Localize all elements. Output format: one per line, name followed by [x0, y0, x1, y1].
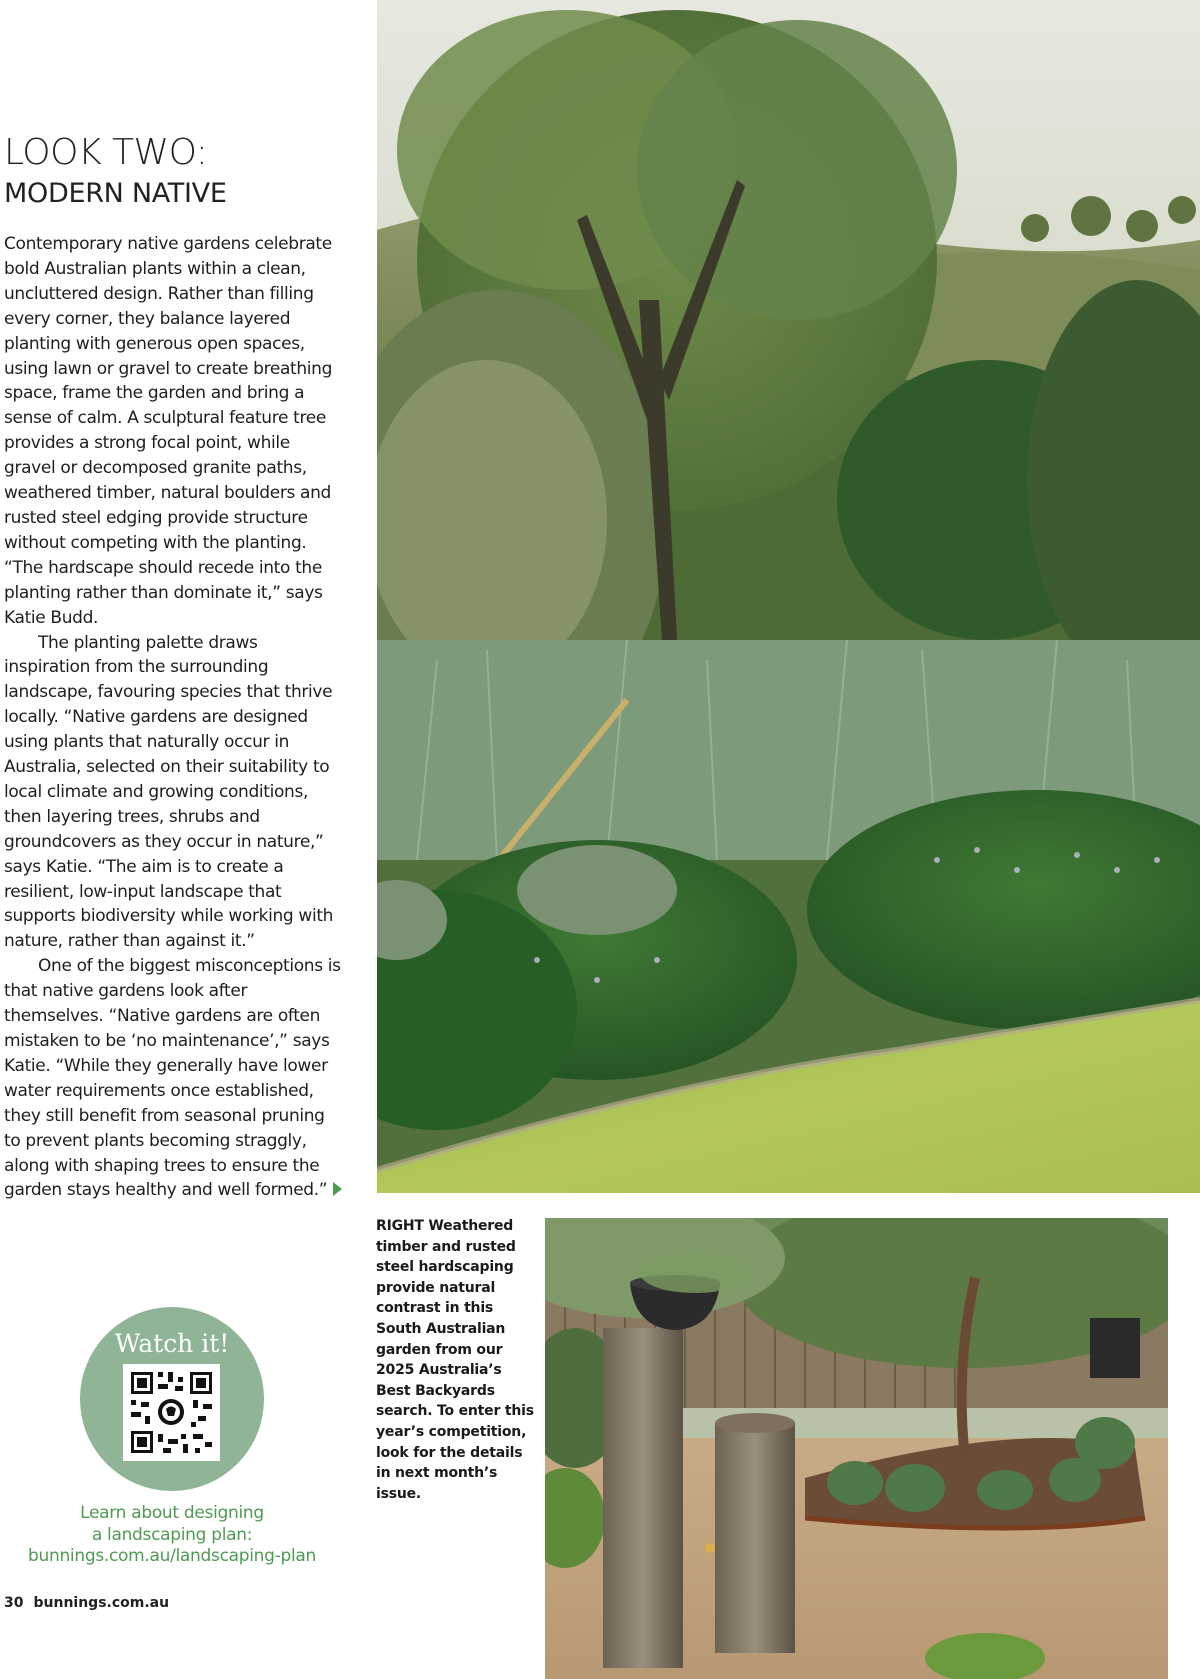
- watch-it-title: Watch it!: [114, 1329, 230, 1358]
- photo-caption: [376, 1216, 536, 1504]
- article-body: [4, 232, 344, 1203]
- paragraph-2: The planting palette draws inspiration from the surrounding landscape, favouring species that thrive locally. “Native gardens are designed using plants that naturally occur in Australia, selected on their suitability to local climate and growing conditions, then layering trees, shrubs and groundcovers as they occur in nature,” says Katie. “The aim is to create a resilient, low-input landscape that supports biodiversity while working with nature, rather than against it.”: [4, 632, 334, 952]
- qr-code[interactable]: [123, 1364, 220, 1461]
- section-subtitle: MODERN NATIVE: [4, 178, 227, 209]
- caption-text: Weathered timber and rusted steel hardscaping provide natural contrast in this South Australian garden from our 2025 Australia’s Best Backyards search. To enter this year’s competition, look for the details in next month’s issue.: [376, 1218, 534, 1502]
- learn-more-link[interactable]: [0, 1503, 344, 1568]
- watch-it-badge: [80, 1307, 264, 1491]
- learn-line-2: a landscaping plan:: [91, 1524, 253, 1545]
- section-title: LOOK TWO:: [4, 132, 208, 173]
- end-of-article-arrow-icon: [333, 1182, 342, 1196]
- caption-lead: RIGHT: [376, 1218, 424, 1234]
- qr-code-icon: [123, 1364, 220, 1461]
- learn-url[interactable]: bunnings.com.au/landscaping-plan: [28, 1546, 316, 1566]
- footer-site: bunnings.com.au: [33, 1595, 170, 1611]
- paragraph-1: Contemporary native gardens celebrate bold Australian plants within a clean, uncluttered design. Rather than filling every corner, they balance layered planting with generous open spaces, using lawn or gravel to create breathing space, frame the garden and bring a sense of calm. A sculptural feature tree provides a strong focal point, while gravel or decomposed granite paths, weathered timber, natural boulders and rusted steel edging provide structure without competing with the planting. “The hardscape should recede into the planting rather than dominate it,” says Katie Budd.: [4, 234, 333, 628]
- secondary-garden-photo: [545, 1218, 1168, 1679]
- main-garden-photo: [377, 0, 1200, 1193]
- page-number: 30: [4, 1595, 24, 1611]
- page-footer: [4, 1595, 179, 1611]
- paragraph-3: [4, 954, 344, 1203]
- learn-line-1: Learn about designing: [80, 1503, 264, 1523]
- paragraph-3-text: One of the biggest misconceptions is that native gardens look after themselves. “Native gardens are often mistaken to be ‘no maintenance’,” says Katie. “While they generally have lower water requirements once established, they still benefit from seasonal pruning to prevent plants becoming straggly, along with shaping trees to ensure the garden stays healthy and well formed.”: [4, 956, 341, 1201]
